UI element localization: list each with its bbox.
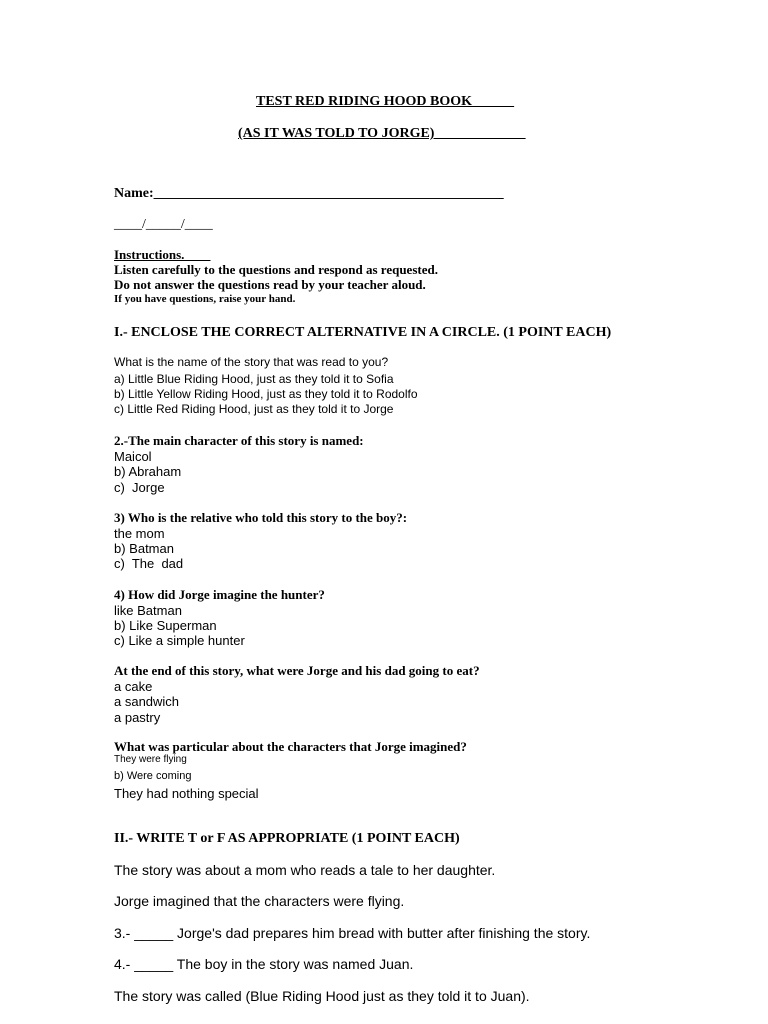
answer-option: the mom: [114, 526, 165, 541]
true-false-item: The story was about a mom who reads a tale to her daughter.: [114, 862, 496, 878]
answer-option: b) Abraham: [114, 464, 182, 479]
question-prompt: What was particular about the characters that Jorge imagined?: [114, 739, 467, 754]
instruction-line: If you have questions, raise your hand.: [114, 293, 296, 305]
question-prompt: What is the name of the story that was read to you?: [114, 355, 389, 369]
date-field: ____/_____/____: [114, 217, 213, 232]
true-false-item: 3.- _____ Jorge's dad prepares him bread with butter after finishing the story.: [114, 925, 591, 941]
answer-option: a pastry: [114, 710, 161, 725]
answer-option: c) Like a simple hunter: [114, 633, 245, 648]
instruction-line: Listen carefully to the questions and respond as requested.: [114, 262, 438, 277]
answer-option: b) Like Superman: [114, 618, 217, 633]
answer-option: a sandwich: [114, 694, 180, 709]
document-title: TEST RED RIDING HOOD BOOK______: [256, 94, 515, 109]
question-prompt: 3) Who is the relative who told this story to the boy?:: [114, 510, 408, 525]
answer-option: Maicol: [114, 449, 152, 464]
answer-option: They were flying: [114, 754, 187, 765]
answer-option: c) The dad: [114, 556, 184, 571]
answer-option: b) Little Yellow Riding Hood, just as they told it to Rodolfo: [114, 387, 418, 401]
instruction-line: Do not answer the questions read by your teacher aloud.: [114, 277, 426, 292]
question-prompt: 2.-The main character of this story is named:: [114, 433, 364, 448]
true-false-item: 4.- _____ The boy in the story was named Juan.: [114, 956, 414, 972]
answer-option: b) Batman: [114, 541, 174, 556]
answer-option: like Batman: [114, 603, 182, 618]
name-field: Name:__________________________________________________: [114, 186, 504, 201]
answer-option: a) Little Blue Riding Hood, just as they told it to Sofia: [114, 372, 394, 386]
instructions-heading: Instructions.____: [114, 247, 211, 262]
document-subtitle: (AS IT WAS TOLD TO JORGE)_____________: [238, 126, 526, 141]
section1-heading: I.- ENCLOSE THE CORRECT ALTERNATIVE IN A CIRCLE. (1 POINT EACH): [114, 325, 612, 340]
answer-option: c) Little Red Riding Hood, just as they told it to Jorge: [114, 402, 394, 416]
answer-option: They had nothing special: [114, 786, 259, 801]
answer-option: a cake: [114, 679, 153, 694]
true-false-item: Jorge imagined that the characters were flying.: [114, 893, 405, 909]
true-false-item: The story was called (Blue Riding Hood just as they told it to Juan).: [114, 988, 530, 1004]
question-prompt: At the end of this story, what were Jorge and his dad going to eat?: [114, 663, 480, 678]
answer-option: c) Jorge: [114, 480, 165, 495]
question-prompt: 4) How did Jorge imagine the hunter?: [114, 587, 325, 602]
answer-option: b) Were coming: [114, 770, 192, 782]
section2-heading: II.- WRITE T or F AS APPROPRIATE (1 POINT EACH): [114, 831, 460, 846]
